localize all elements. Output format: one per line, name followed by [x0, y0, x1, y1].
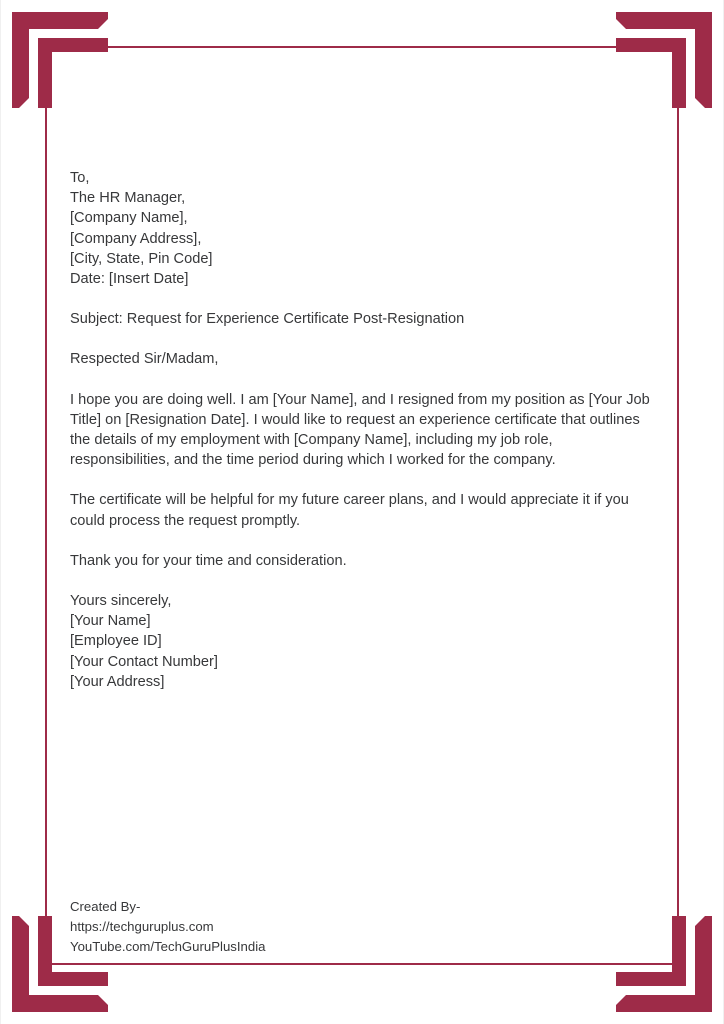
ornament-bar	[38, 38, 52, 108]
footer-credit	[70, 897, 490, 957]
signature-closing: Yours sincerely,	[70, 593, 172, 610]
salutation-line: Respected Sir/Madam,	[70, 351, 219, 368]
ornament-bar	[695, 12, 712, 108]
addressee-line: To,	[70, 170, 90, 186]
corner-ornament-top-left	[12, 12, 108, 108]
signature-line: [Your Name]	[70, 613, 151, 630]
ornament-bar	[672, 916, 686, 986]
body-paragraph-1: I hope you are doing well. I am [Your Name], and I resigned from my position as [Your Job Title] on [Resignation Date]. I would like to request an experience certificate that outlines the details of my employment with [Company Name], including my job role, responsibilities, and the time period during which I worked for the company.	[70, 391, 650, 469]
footer-credit-label: Created By-	[70, 899, 141, 914]
signature-block	[70, 591, 654, 692]
signature-line: [Employee ID]	[70, 633, 162, 650]
ornament-bar	[38, 916, 52, 986]
ornament-bar	[12, 12, 29, 108]
subject-line: Subject: Request for Experience Certificate Post-Resignation	[70, 311, 465, 328]
corner-ornament-top-right	[616, 12, 712, 108]
addressee-line: [City, State, Pin Code]	[70, 250, 213, 267]
footer-youtube-link[interactable]: YouTube.com/TechGuruPlusIndia	[70, 939, 266, 954]
addressee-line: The HR Manager,	[70, 190, 186, 207]
addressee-date-line: Date: [Insert Date]	[70, 271, 189, 288]
footer-website-link[interactable]: https://techguruplus.com	[70, 919, 214, 934]
signature-line: [Your Address]	[70, 673, 165, 690]
ornament-bar	[672, 38, 686, 108]
body-paragraph-2: The certificate will be helpful for my future career plans, and I would appreciate it if you could process the request promptly.	[70, 492, 629, 529]
ornament-bar	[12, 916, 29, 1012]
page-edge-left	[0, 0, 1, 1024]
corner-ornament-bottom-right	[616, 916, 712, 1012]
signature-line: [Your Contact Number]	[70, 653, 218, 670]
letter-body	[70, 168, 654, 692]
thanks-line: Thank you for your time and consideration.	[70, 552, 347, 569]
addressee-block	[70, 168, 654, 289]
addressee-line: [Company Name],	[70, 210, 188, 227]
addressee-line: [Company Address],	[70, 230, 202, 247]
ornament-bar	[695, 916, 712, 1012]
